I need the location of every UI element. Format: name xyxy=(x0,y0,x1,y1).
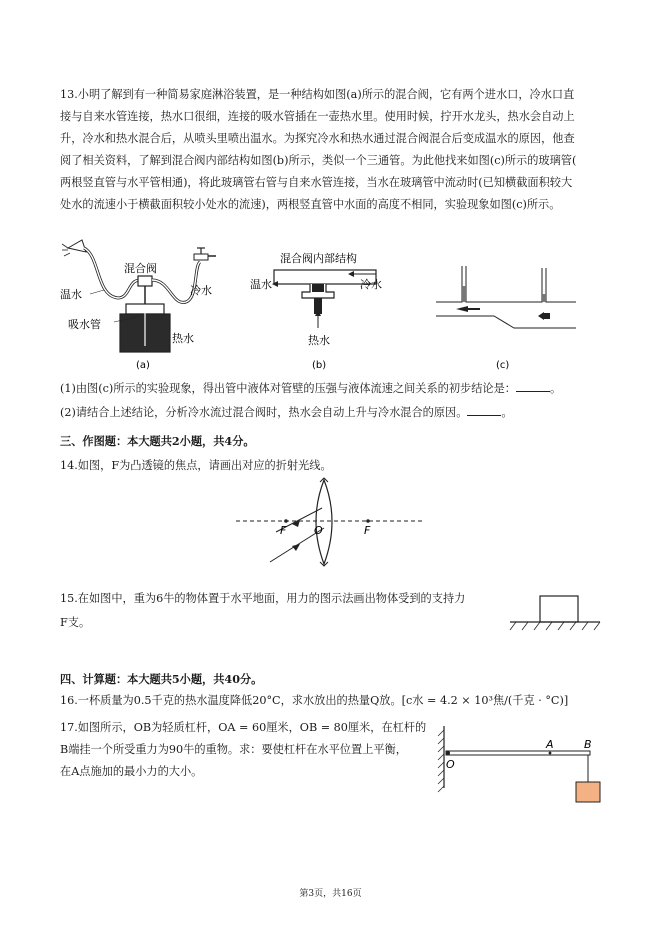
convex-lens xyxy=(316,480,332,564)
section-heading: 四、计算题：本大题共5小题，共40分。 xyxy=(60,672,263,686)
q17-line: 17.如图所示，OB为轻质杠杆，OA = 60厘米，OB = 80厘米，在杠杆的 xyxy=(60,721,427,734)
caption-b: (b) xyxy=(312,360,327,371)
label-optical-center: O xyxy=(314,524,323,537)
figure-b xyxy=(246,248,396,374)
label-cold-water: 冷水 xyxy=(190,284,212,297)
hot-water-jar xyxy=(120,304,170,352)
label-suction-tube: 吸水管 xyxy=(68,318,101,331)
q14-text: 14.如图，F为凸透镜的焦点，请画出对应的折射光线。 xyxy=(60,459,332,472)
answer-blank[interactable] xyxy=(467,403,501,416)
q16-text: 16.一杯质量为0.5千克的热水温度降低20°C，求水放出的热量Q放。[c水 = 4.2 × 10³焦/(千克 · °C)] xyxy=(60,694,569,707)
q15-block-figure xyxy=(506,592,602,634)
mix-valve-body xyxy=(138,276,152,286)
faucet-icon xyxy=(194,248,216,260)
q17-text xyxy=(60,717,430,783)
fig-b-title: 混合阀内部结构 xyxy=(280,252,357,265)
figure-a xyxy=(60,236,220,374)
label-mix-valve: 混合阀 xyxy=(124,262,157,275)
q13-sub2: (2)请结合上述结论，分析冷水流过混合阀时，热水会自动上升与冷水混合的原因。 。 xyxy=(60,402,513,424)
q13-line: 处水的流速小于横截面积较小处水的流速)，两根竖直管中水面的高度不相同，实验现象如图(c)所示。 xyxy=(60,198,561,211)
weight-block xyxy=(576,782,600,802)
answer-blank[interactable] xyxy=(516,379,550,392)
q13-line: 两根竖直管与水平管相通)，将此玻璃管右管与自来水管连接，当水在玻璃管中流动时(已知横截面积较大 xyxy=(60,176,573,189)
section-heading: 三、作图题：本大题共2小题，共4分。 xyxy=(60,434,255,448)
shower-head-icon xyxy=(62,240,86,256)
label-point-a: A xyxy=(546,738,554,751)
block-object xyxy=(540,596,578,622)
q13-sub1: (1)由图(c)所示的实验现象，得出管中液体对管壁的压强与液体流速之间关系的初步结论是： 。 xyxy=(60,378,561,400)
q13-line: 接与自来水管连接，热水口很细，连接的吸水管插在一壶热水里。使用时候，拧开水龙头，热水会自动上 xyxy=(60,110,575,123)
label-pivot-o: O xyxy=(446,758,455,771)
q13-line: 13.小明了解到有一种简易家庭淋浴装置，是一种结构如图(a)所示的混合阀，它有两个进水口，冷水口直 xyxy=(60,88,575,101)
fig-b-cold: 冷水 xyxy=(360,278,382,291)
label-hot-water: 热水 xyxy=(172,332,194,345)
q17-line: 在A点施加的最小力的大小。 xyxy=(60,765,203,778)
label-focal-right: F xyxy=(364,524,371,537)
q15-line1: 15.在如图中，重为6牛的物体置于水平地面，用力的图示法画出物体受到的支持力 xyxy=(60,592,466,605)
lever-bar xyxy=(446,751,590,755)
q13-text xyxy=(60,84,605,216)
label-point-b: B xyxy=(584,738,592,751)
figure-c xyxy=(432,258,582,374)
label-warm-water: 温水 xyxy=(60,288,82,301)
q17-line: B端挂一个所受重力为90牛的重物。求：要使杠杆在水平位置上平衡， xyxy=(60,743,407,756)
q14-lens-figure xyxy=(230,476,430,568)
label-focal-left: F xyxy=(280,524,287,537)
fig-b-warm: 温水 xyxy=(250,278,272,291)
page-footer: 第3页，共16页 xyxy=(299,889,362,899)
q13-line: 阅了相关资料，了解到混合阀内部结构如图(b)所示，类似一个三通管。为此他找来如图(c)所示的玻璃管( xyxy=(60,154,577,167)
q13-line: 升，冷水和热水混合后，从喷头里喷出温水。为探究冷水和热水通过混合阀混合后变成温水的原因，他查 xyxy=(60,132,575,145)
fig-b-hot: 热水 xyxy=(308,334,330,347)
caption-c: (c) xyxy=(496,360,510,371)
caption-a: (a) xyxy=(136,360,150,371)
q15-line2: F支。 xyxy=(60,616,91,629)
q17-lever-figure xyxy=(432,724,602,810)
